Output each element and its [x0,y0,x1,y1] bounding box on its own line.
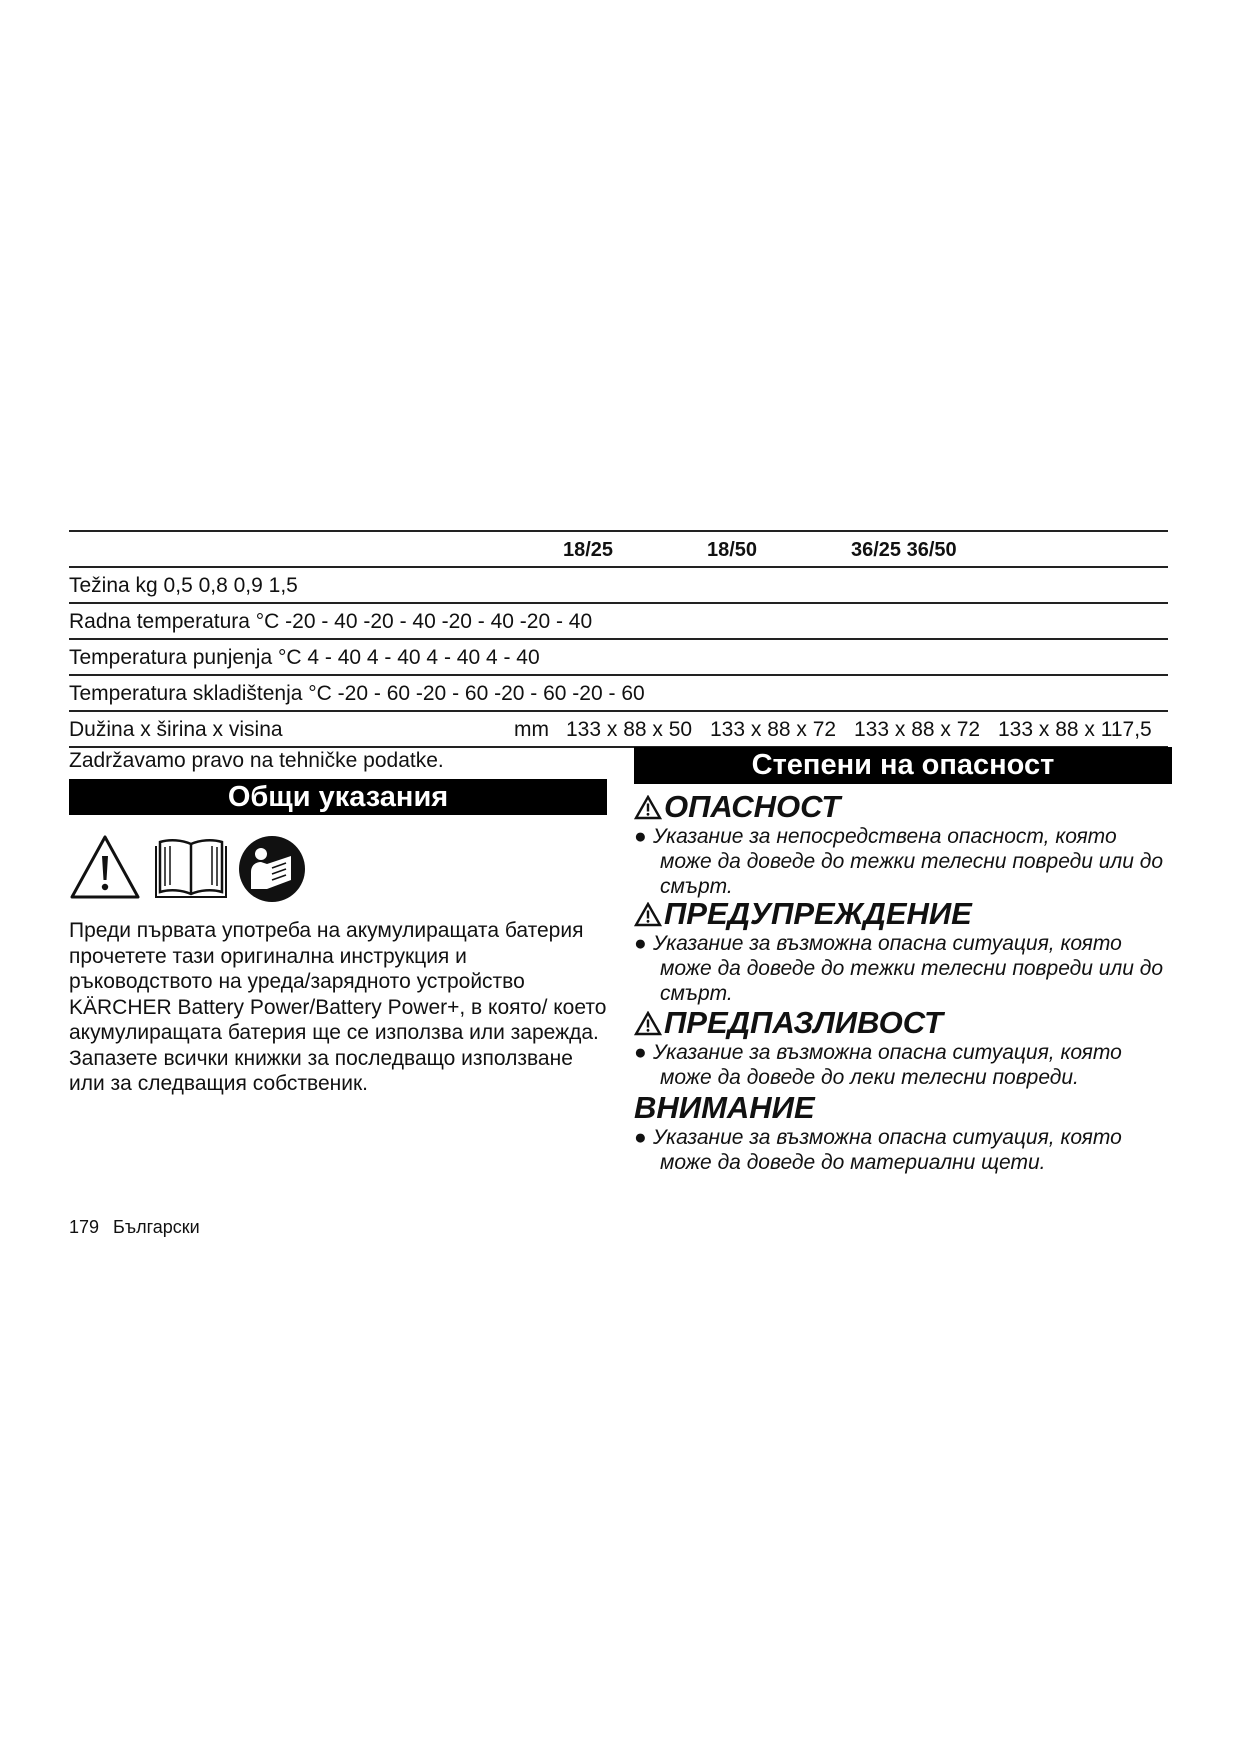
hazard-title [634,1091,1174,1125]
table-row [69,710,1168,748]
row-dimensions-label: Dužina x širina x visina [69,718,283,741]
dimension-value: 133 x 88 x 72 [854,718,981,741]
hazard-caution [634,1006,1174,1090]
bullet-icon: ● [634,1041,647,1064]
hazard-title [634,790,1174,824]
keep-manuals-paragraph: Запазете всички книжки за последващо използване или за следващия собственик. [69,1046,573,1095]
col-header-36-25-36-50: 36/25 36/50 [851,539,957,561]
bullet-icon: ● [634,825,647,848]
table-row [69,602,1168,638]
hazard-title-text: ПРЕДУПРЕЖДЕНИЕ [664,896,972,931]
table-row [69,674,1168,710]
col-header-18-50: 18/50 [707,539,758,561]
row-storage-temperature: Temperatura skladištenja °C -20 - 60 -20 - 60 -20 - 60 -20 - 60 [69,682,645,705]
row-weight: Težina kg 0,5 0,8 0,9 1,5 [69,574,298,597]
hazard-danger [634,790,1174,899]
table-row [69,638,1168,674]
dimension-value: 133 x 88 x 117,5 [998,718,1152,741]
row-dimensions-unit: mm [514,718,549,741]
intro-paragraph: Преди първата употреба на акумулиращата батерия прочетете тази оригинална инструкция и ръководството на уреда/зарядното устройство KÄRCHER Battery Power/Battery Power+, в която/ което акумулиращата батерия ще се използва или зарежда. [69,919,607,1044]
bullet-icon: ● [634,1126,647,1149]
hazard-description: ● Указание за възможна опасна ситуация, която може да доведе до леки телесни повреди. [634,1041,1122,1089]
read-manual-icon [237,834,307,904]
warning-triangle-icon [634,795,662,820]
hazard-title-text: ОПАСНОСТ [664,789,841,824]
hazard-description: ● Указание за възможна опасна ситуация, която може да доведе до материални щети. [634,1126,1122,1174]
spec-table [69,530,1168,748]
technical-data-note: Zadržavamo pravo na tehničke podatke. [69,749,444,772]
bullet-icon: ● [634,932,647,955]
row-operating-temperature: Radna temperatura °C -20 - 40 -20 - 40 -20 - 40 -20 - 40 [69,610,593,633]
hazard-title-text: ПРЕДПАЗЛИВОСТ [664,1005,943,1040]
hazard-title [634,1006,1174,1040]
hazard-title [634,897,1174,931]
general-notes-text [69,918,614,1097]
warning-triangle-icon [634,902,662,927]
hazard-levels-heading: Степени на опасност [634,747,1172,784]
hazard-title-text: ВНИМАНИЕ [634,1090,815,1125]
safety-symbols [69,834,309,906]
dimension-value: 133 x 88 x 50 [566,718,693,741]
footer-language: Български [113,1217,200,1237]
hazard-description: ● Указание за непосредствена опасност, която може да доведе до тежки телесни повреди или до смърт. [634,825,1164,898]
page-number: 179 [69,1217,100,1237]
table-header-row [69,530,1168,566]
page-footer [69,1217,214,1238]
table-row [69,566,1168,602]
warning-triangle-icon [634,1011,662,1036]
row-charging-temperature: Temperatura punjenja °C 4 - 40 4 - 40 4 - 40 4 - 40 [69,646,540,669]
open-book-icon [154,834,228,900]
hazard-description: ● Указание за възможна опасна ситуация, която може да доведе до тежки телесни повреди или до смърт. [634,932,1164,1005]
hazard-warning [634,897,1174,1006]
col-header-18-25: 18/25 [563,539,614,561]
general-notes-heading: Общи указания [69,779,607,815]
warning-triangle-icon [69,834,141,900]
dimension-value: 133 x 88 x 72 [710,718,837,741]
hazard-notice [634,1091,1174,1175]
